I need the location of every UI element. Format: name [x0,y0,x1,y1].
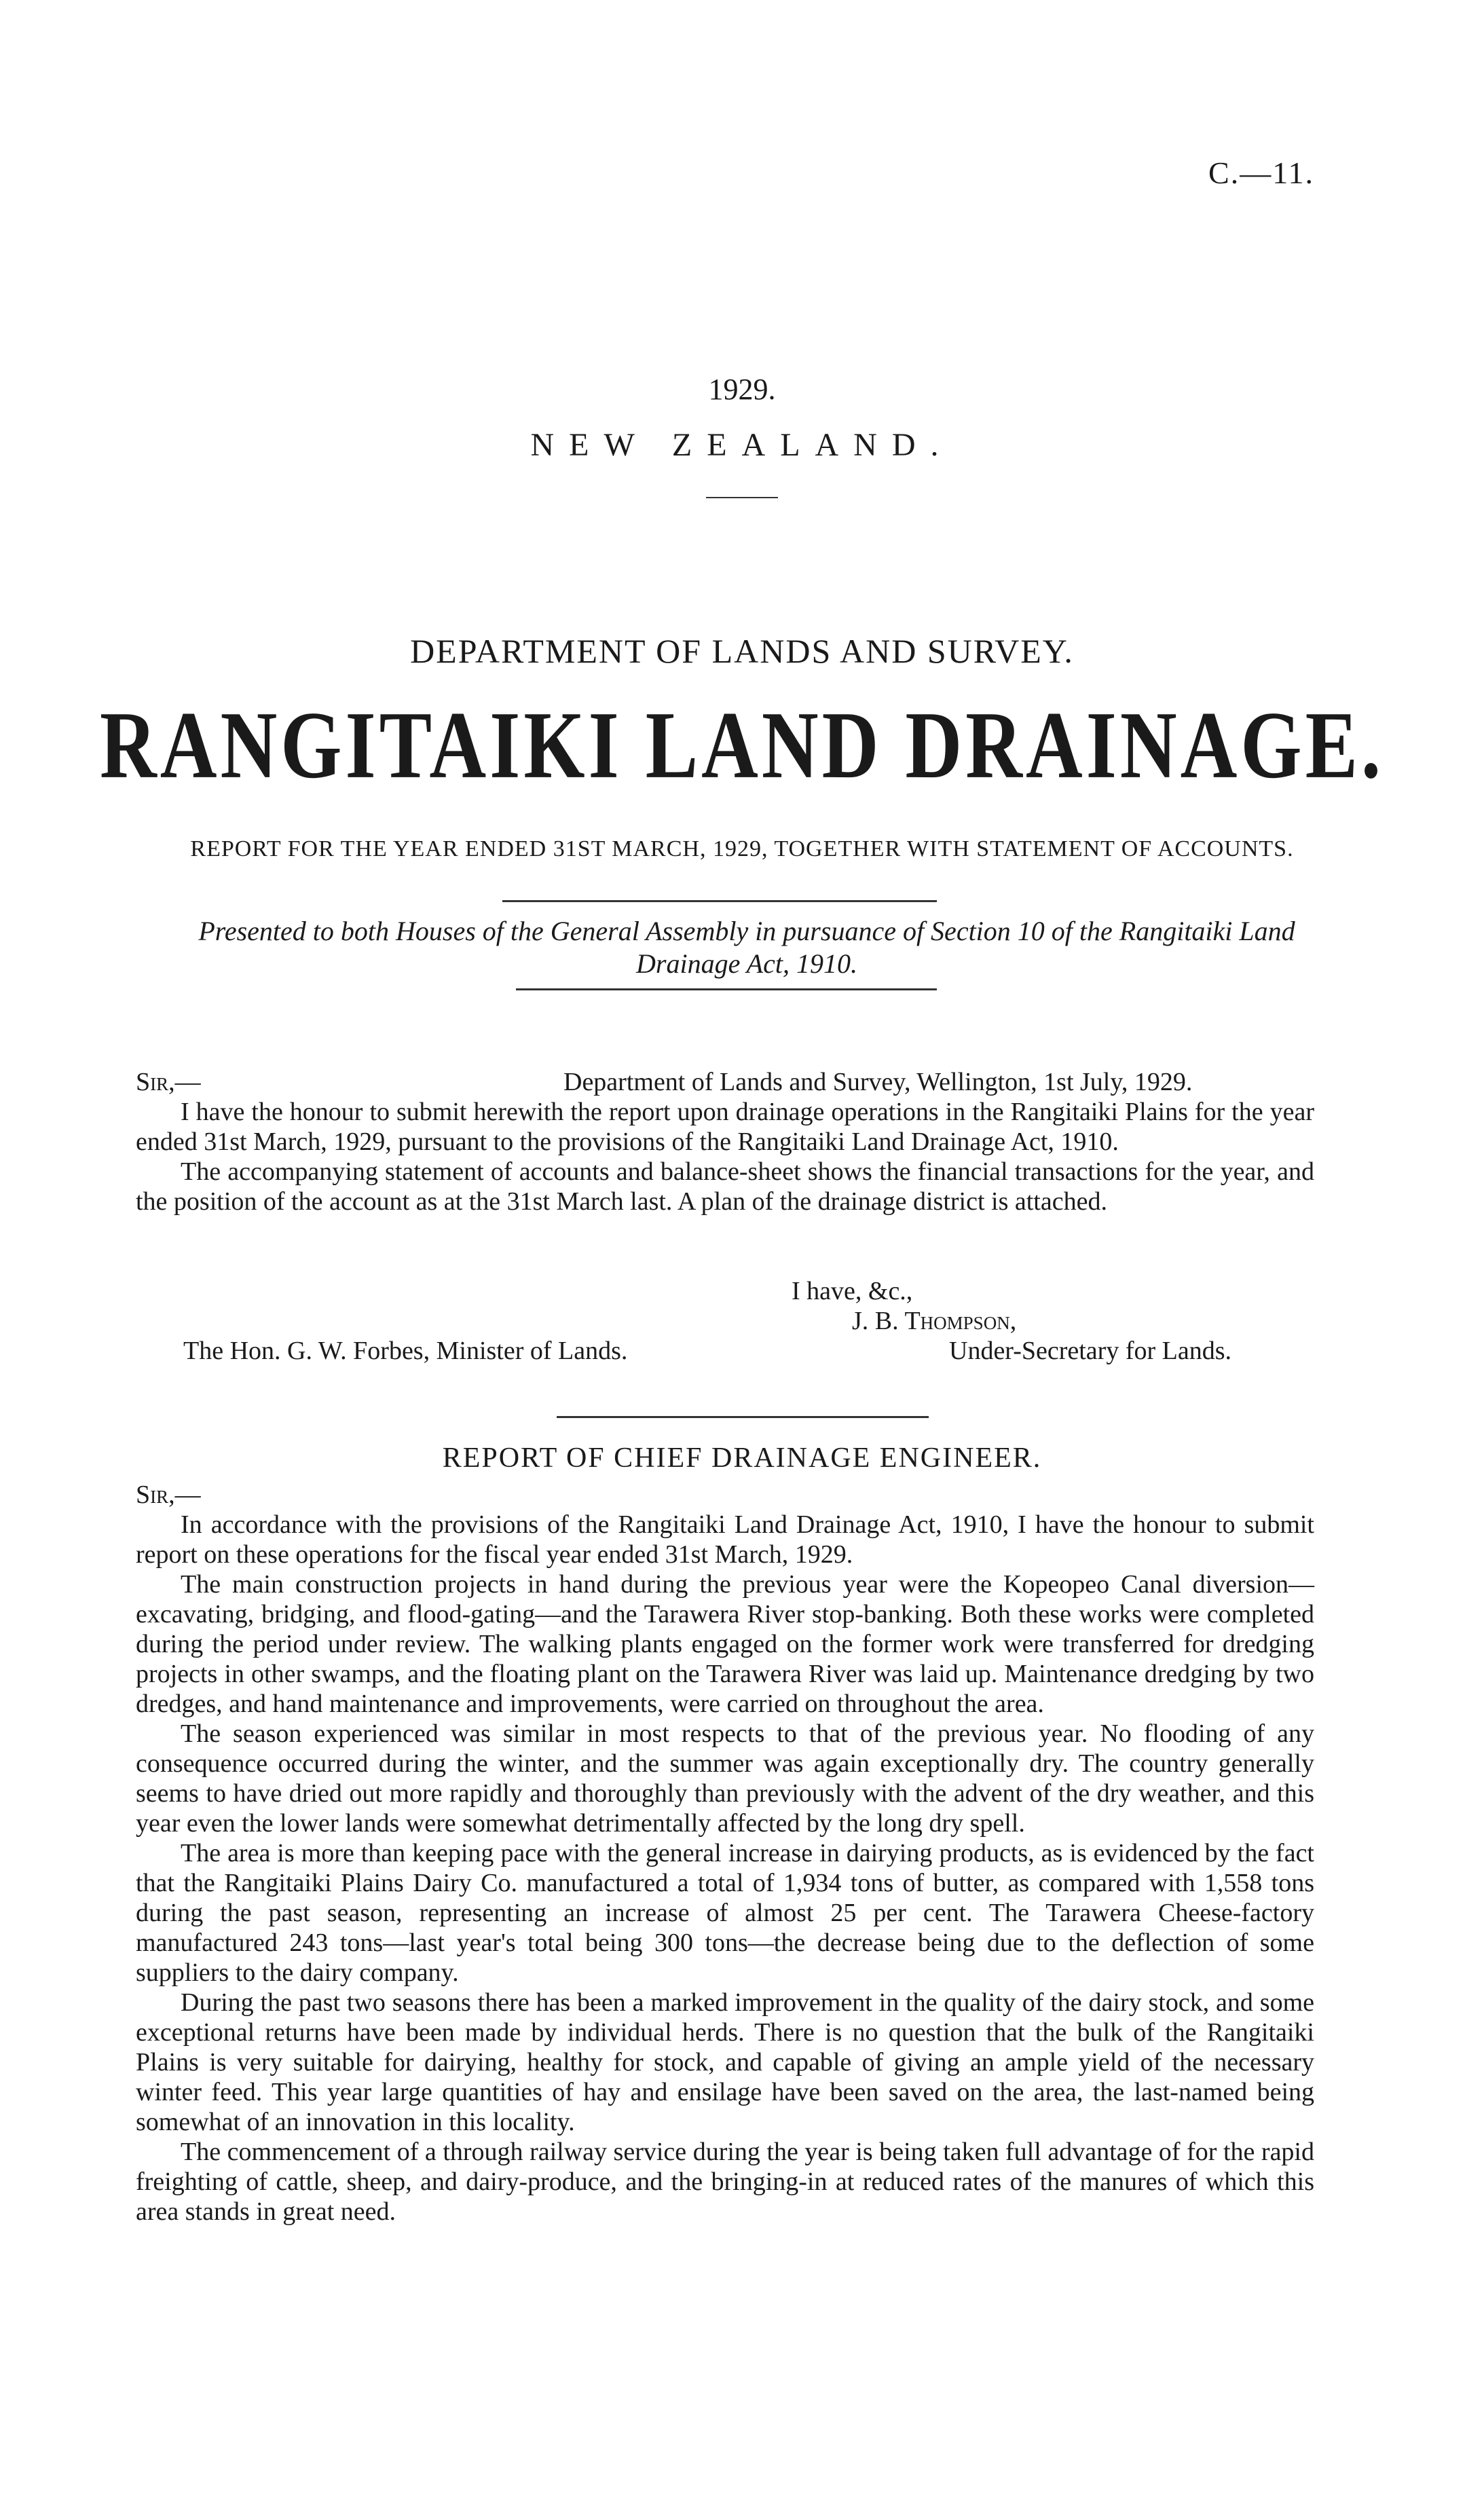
divider-short [706,497,778,498]
letter-paragraph: The accompanying statement of accounts and balance-sheet shows the financial transactions for the year, and the position of the account as at the 31st March last. A plan of the drainage district is attached. [136,1157,1314,1216]
report-body [136,1510,1314,2227]
letter-paragraph: I have the honour to submit herewith the report upon drainage operations in the Rangitaiki Plains for the year ended 31st March, 1929, pursuant to the provisions of the Rangitaiki Land Drainage Act, 1910. [136,1098,1314,1156]
letter-address-date: Department of Lands and Survey, Wellington, 1st July, 1929. [563,1068,1193,1096]
report-salutation: Sir,— [136,1481,201,1509]
report-paragraph: The season experienced was similar in most respects to that of the previous year. No flooding of any consequence occurred during the winter, and the summer was again exceptionally dry. The country generally seems to have dried out more rapidly and thoroughly than previously with the advent of the dry weather, and this year even the lower lands were somewhat detrimentally affected by the long dry spell. [136,1719,1314,1838]
department-heading: DEPARTMENT OF LANDS AND SURVEY. [410,632,1074,670]
report-paragraph: The area is more than keeping pace with the general increase in dairying products, as is evidenced by the fact that the Rangitaiki Plains Dairy Co. manufactured a total of 1,934 tons of butter, as compared with 1,558 tons during the past season, representing an increase of almost 25 per cent. The Tarawera Cheese-factory manufactured 243 tons—last year's total being 300 tons—the decrease being due to the deflection of some suppliers to the dairy company. [136,1839,1314,1987]
letter-salutation: Sir,— [136,1068,201,1096]
report-paragraph: The commencement of a through railway service during the year is being taken full advantage of for the rapid freighting of cattle, sheep, and dairy-produce, and the bringing-in at reduced rates of the manures of which this area stands in great need. [136,2138,1314,2226]
letter-closing: I have, &c., [792,1277,913,1305]
signatory-name: J. B. Thompson, [852,1307,1017,1335]
divider-top [502,900,937,902]
report-paragraph: During the past two seasons there has been a marked improvement in the quality of the dairy stock, and some exceptional returns have been made by individual herds. There is no question that the bulk of the Rangitaiki Plains is very suitable for dairying, healthy for stock, and capable of giving an ample yield of the necessary winter feed. This year large quantities of hay and ensilage have been saved on the area, the last-named being somewhat of an innovation in this locality. [136,1988,1314,2136]
report-subtitle: REPORT FOR THE YEAR ENDED 31ST MARCH, 1929, TOGETHER WITH STATEMENT OF ACCOUNTS. [190,836,1294,861]
divider-bottom [516,988,937,990]
signatory-title: Under-Secretary for Lands. [949,1337,1231,1365]
letter-body [136,1097,1314,1216]
document-year: 1929. [708,373,776,406]
presented-note: Presented to both Houses of the General Assembly in pursuance of Section 10 of the Rangitaiki Land Drainage Act, 1910. [198,916,1295,979]
document-reference: C.—11. [1208,155,1314,190]
letter-addressee: The Hon. G. W. Forbes, Minister of Lands. [183,1337,628,1365]
report-paragraph: In accordance with the provisions of the Rangitaiki Land Drainage Act, 1910, I have the honour to submit report on these operations for the fiscal year ended 31st March, 1929. [136,1510,1314,1569]
main-title: RANGITAIKI LAND DRAINAGE. [99,692,1385,799]
report-heading: REPORT OF CHIEF DRAINAGE ENGINEER. [442,1443,1042,1474]
divider-section [557,1416,929,1418]
report-paragraph: The main construction projects in hand during the previous year were the Kopeopeo Canal diversion—excavating, bridging, and flood-gating—and the Tarawera River stop-banking. Both these works were completed during the period under review. The walking plants engaged on the former work were transferred for dredging projects in other swamps, and the floating plant on the Tarawera River was laid up. Maintenance dredging by two dredges, and hand maintenance and improvements, were carried on throughout the area. [136,1570,1314,1718]
country-name: NEW ZEALAND. [530,427,954,463]
